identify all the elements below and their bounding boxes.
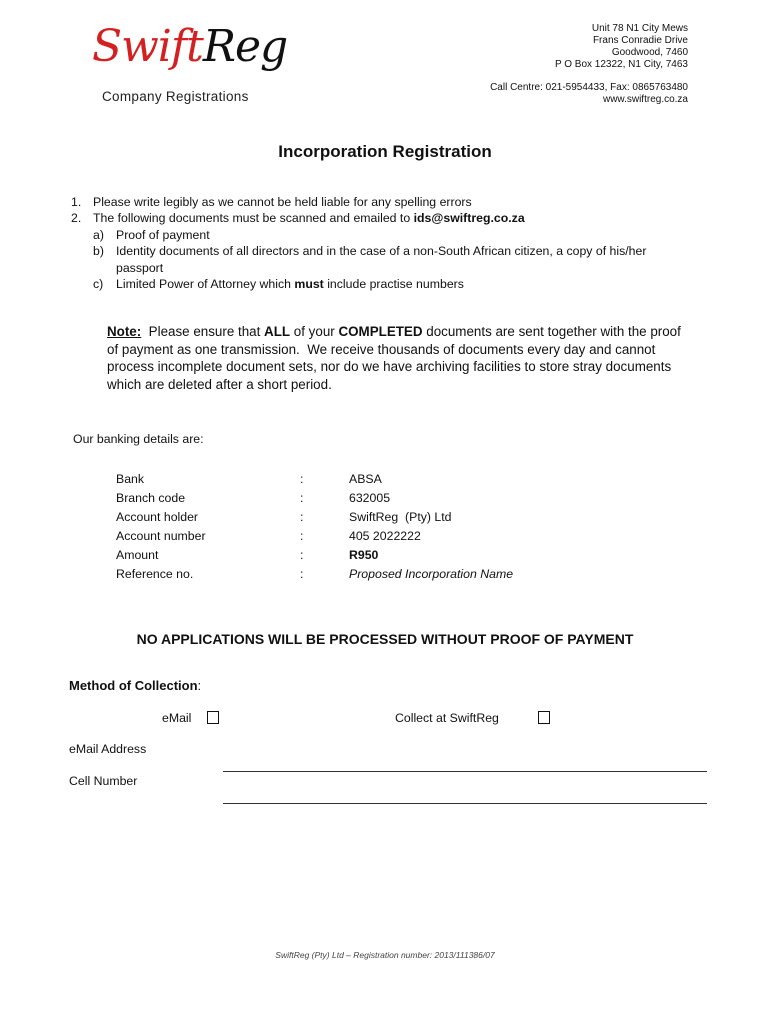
instruction-1-number: 1. — [71, 195, 82, 209]
payment-warning: NO APPLICATIONS WILL BE PROCESSED WITHOUT PROOF OF PAYMENT — [136, 631, 634, 647]
email-address-field[interactable] — [223, 771, 707, 772]
swiftreg-logo — [92, 22, 287, 72]
sub-b-label: b) — [93, 244, 104, 258]
footer-registration: SwiftReg (Pty) Ltd – Registration number: 2013/111386/07 — [275, 950, 495, 960]
amount-value: R950 — [349, 548, 379, 562]
instruction-2-text: The following documents must be scanned and emailed to — [93, 211, 414, 225]
contact-block — [490, 82, 688, 106]
sub-b-text-line-1: Identity documents of all directors and in the case of a non-South African citizen, a copy of his/her — [116, 244, 647, 258]
sub-c-text-pre: Limited Power of Attorney which — [116, 277, 295, 291]
banking-details — [0, 472, 770, 592]
sub-c-label: c) — [93, 277, 104, 291]
note-bold-completed: COMPLETED — [338, 324, 423, 339]
submission-email: ids@swiftreg.co.za — [413, 211, 525, 225]
website-line: www.swiftreg.co.za — [602, 94, 688, 105]
note-bold-all: ALL — [264, 324, 291, 339]
reference-key: Reference no. — [116, 567, 194, 581]
logo-swift-text: Swift — [92, 21, 203, 72]
note-text-1: Please ensure that — [141, 324, 265, 339]
bank-key: Bank — [116, 472, 145, 486]
page-title: Incorporation Registration — [278, 142, 492, 161]
sub-c-text-post: include practise numbers — [323, 277, 464, 291]
cell-number-label: Cell Number — [69, 774, 138, 788]
logo-reg-text: Reg — [202, 21, 288, 72]
sub-c-text-bold: must — [294, 277, 324, 291]
amount-key: Amount — [116, 548, 159, 562]
reference-value: Proposed Incorporation Name — [349, 567, 514, 581]
note-label: Note: — [107, 324, 142, 339]
address-line-4: P O Box 12322, N1 City, 7463 — [554, 59, 688, 70]
account-holder-key: Account holder — [116, 510, 199, 524]
email-address-label: eMail Address — [69, 742, 147, 756]
cell-number-field[interactable] — [223, 803, 707, 804]
reference-separator: : — [300, 567, 304, 581]
account-number-value: 405 2022222 — [349, 529, 421, 543]
sub-b-text-line-2: passport — [116, 261, 164, 275]
account-holder-separator: : — [300, 510, 304, 524]
sub-a-label: a) — [93, 228, 104, 242]
email-option-label: eMail — [162, 711, 192, 725]
collection-heading-colon: : — [197, 678, 202, 693]
branch-code-key: Branch code — [116, 491, 186, 505]
address-line-2: Frans Conradie Drive — [592, 35, 688, 46]
note-paragraph — [107, 323, 687, 393]
account-holder-value: SwiftReg (Pty) Ltd — [349, 510, 452, 524]
note-text-2: of your — [290, 324, 339, 339]
collection-heading — [69, 678, 201, 693]
collection-heading-text: Method of Collection — [69, 678, 198, 693]
collect-option-label: Collect at SwiftReg — [395, 711, 499, 725]
account-number-key: Account number — [116, 529, 206, 543]
instruction-2-number: 2. — [71, 211, 82, 225]
address-line-1: Unit 78 N1 City Mews — [591, 23, 688, 34]
account-number-separator: : — [300, 529, 304, 543]
collect-checkbox[interactable] — [538, 711, 550, 724]
branch-code-separator: : — [300, 491, 304, 505]
bank-value: ABSA — [349, 472, 382, 486]
address-block — [555, 23, 688, 71]
call-centre-line: Call Centre: 021-5954433, Fax: 0865763480 — [490, 82, 688, 93]
branch-code-value: 632005 — [349, 491, 391, 505]
email-checkbox[interactable] — [207, 711, 219, 724]
instruction-1-text: Please write legibly as we cannot be held liable for any spelling errors — [93, 195, 472, 209]
amount-separator: : — [300, 548, 304, 562]
address-line-3: Goodwood, 7460 — [611, 47, 688, 58]
note-text-3: documents are sent together with the proof of payment as one transmission. We receive thousands of documents every day and cannot process incomplete document sets, nor do we have archiving facilities to store stray documents which are deleted after a short period. — [107, 324, 685, 392]
sub-a-text: Proof of payment — [116, 228, 210, 242]
banking-intro: Our banking details are: — [73, 432, 204, 446]
bank-separator: : — [300, 472, 304, 486]
logo-subtitle: Company Registrations — [102, 89, 249, 104]
